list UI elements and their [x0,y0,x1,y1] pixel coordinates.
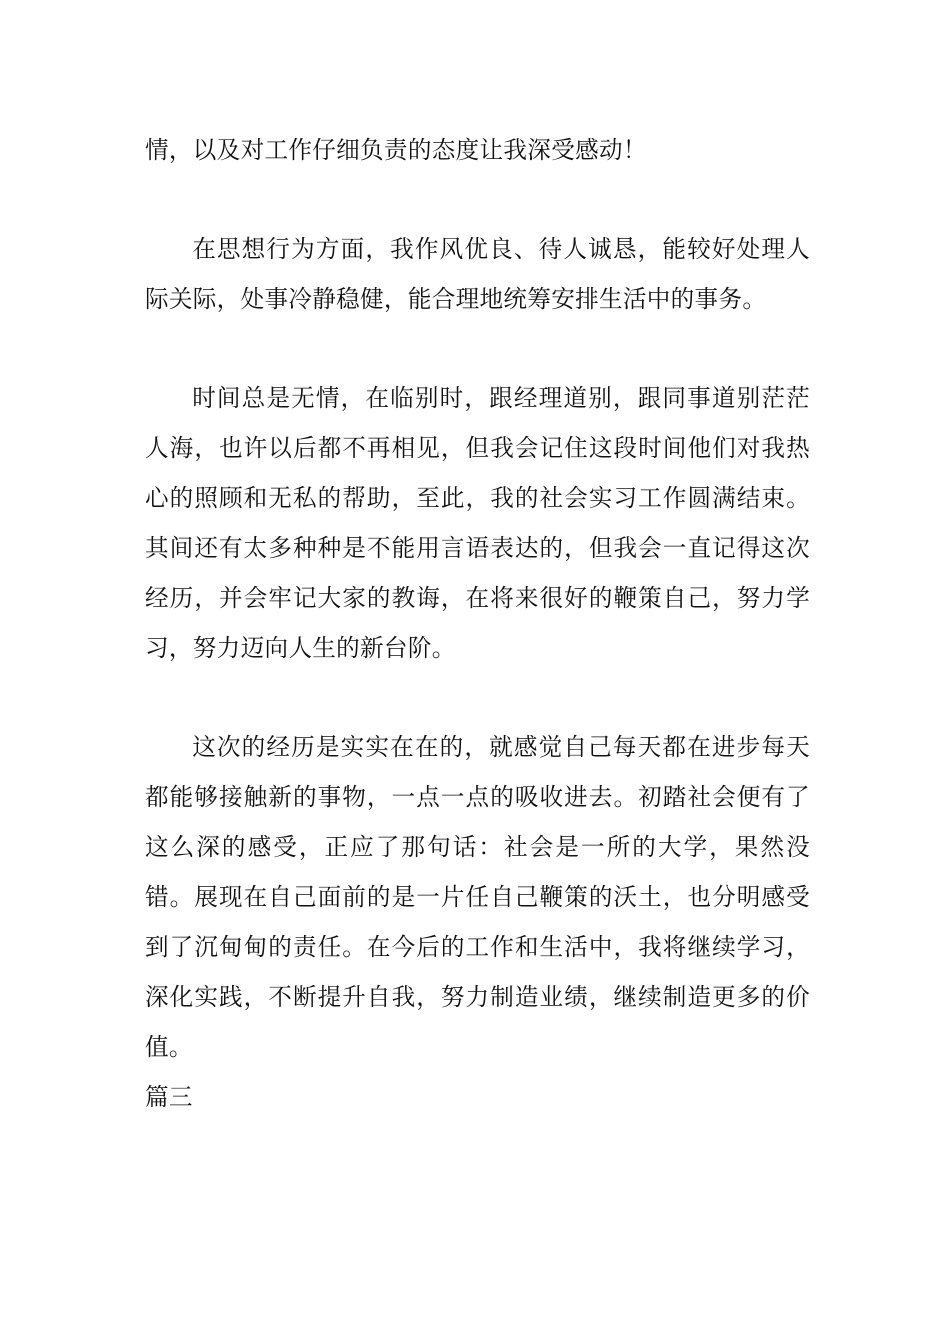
paragraph-conduct: 在思想行为方面，我作风优良、待人诚恳，能较好处理人际关际，处事冷静稳健，能合理地统筹安排生活中的事务。 [145,235,810,313]
paragraph-farewell: 时间总是无情，在临别时，跟经理道别，跟同事道别茫茫人海，也许以后都不再相见，但我会记住这段时间他们对我热心的照顾和无私的帮助，至此，我的社会实习工作圆满结束。其间还有太多种种是不能用言语表达的，但我会一直记得这次经历，并会牢记大家的教诲，在将来很好的鞭策自己，努力学习，努力迈向人生的新台阶。 [145,384,810,662]
paragraph-experience: 这次的经历是实实在在的，就感觉自己每天都在进步每天都能够接触新的事物，一点一点的吸收进去。初踏社会便有了这么深的感受，正应了那句话：社会是一所的大学，果然没错。展现在自己面前的是一片任自己鞭策的沃土，也分明感受到了沉甸甸的责任。在今后的工作和生活中，我将继续学习，深化实践，不断提升自我，努力制造业绩，继续制造更多的价值。 [145,733,810,1061]
paragraph-continuation: 情，以及对工作仔细负责的态度让我深受感动！ [145,136,647,164]
section-heading: 篇三 [145,1083,193,1111]
document-body [145,125,810,1122]
